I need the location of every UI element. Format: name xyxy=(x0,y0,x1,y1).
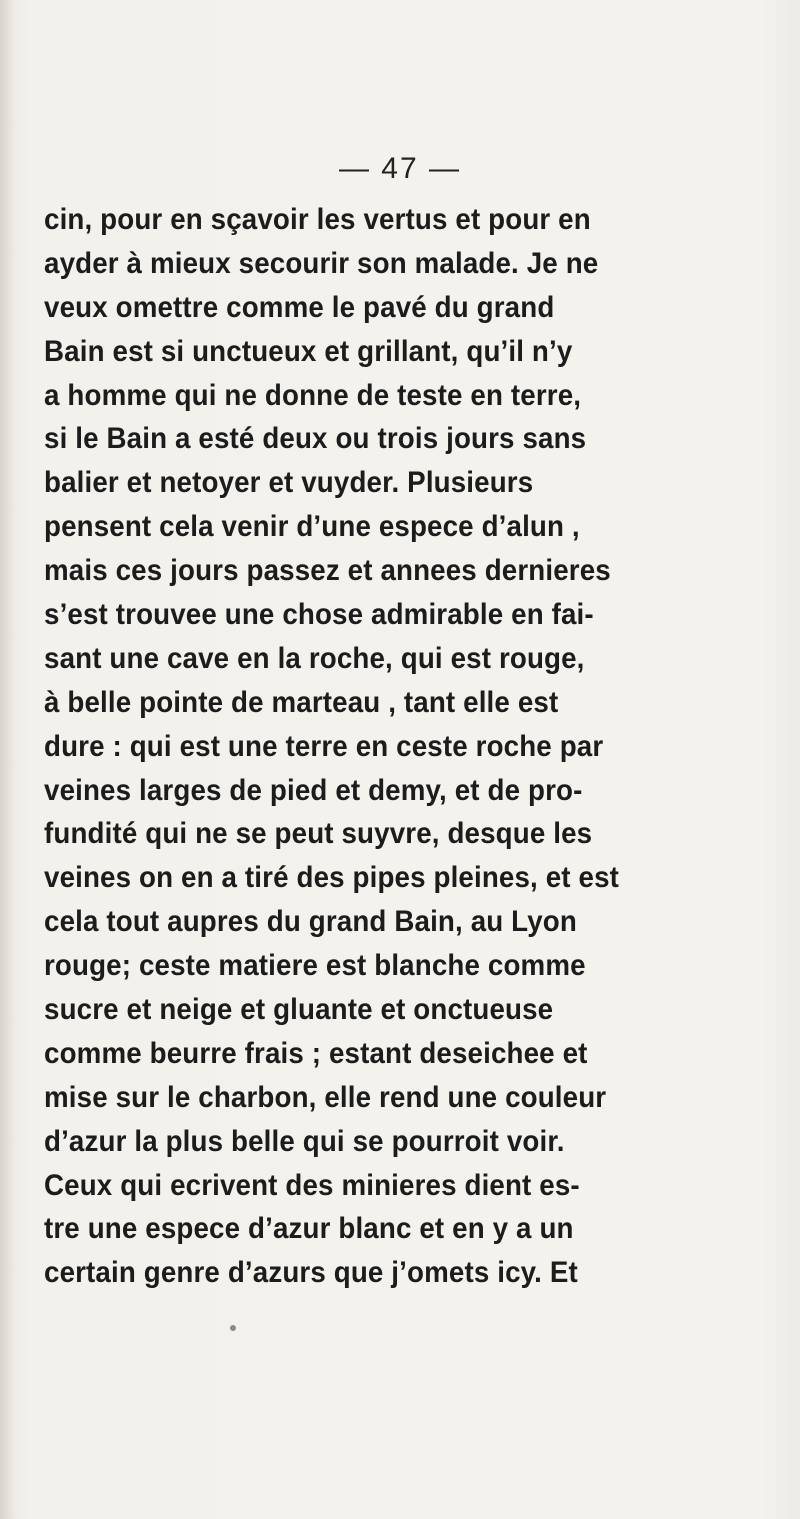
body-text xyxy=(44,198,764,1295)
text-line: Ceux qui ecrivent des minieres dient es- xyxy=(44,1168,580,1202)
text-line: cin, pour en sçavoir les vertus et pour en xyxy=(44,203,591,236)
page-gutter-shadow xyxy=(0,0,14,1519)
ink-speck xyxy=(230,1325,236,1331)
text-line: fundité qui ne se peut suyvre, desque les xyxy=(44,817,593,851)
text-line: sant une cave en la roche, qui est rouge, xyxy=(44,641,585,675)
text-line: comme beurre frais ; estant deseichee et xyxy=(44,1036,588,1070)
text-line: balier et netoyer et vuyder. Plusieurs xyxy=(44,466,534,500)
text-line: veux omettre comme le pavé du grand xyxy=(44,290,555,324)
text-line: a homme qui ne donne de teste en terre, xyxy=(44,378,582,412)
text-line: mise sur le charbon, elle rend une couleur xyxy=(44,1080,607,1114)
text-line: veines on en a tiré des pipes pleines, et est xyxy=(44,861,620,895)
text-line: rouge; ceste matiere est blanche comme xyxy=(44,949,586,983)
text-line: d’azur la plus belle qui se pourroit voir. xyxy=(44,1124,565,1158)
text-line: tre une espece d’azur blanc et en y a un xyxy=(44,1212,574,1246)
text-line: certain genre d’azurs que j’omets icy. Et xyxy=(44,1256,578,1290)
text-line: mais ces jours passez et annees dernieres xyxy=(44,554,611,588)
text-line: pensent cela venir d’une espece d’alun , xyxy=(44,510,580,544)
text-line: sucre et neige et gluante et onctueuse xyxy=(44,993,554,1027)
text-line: ayder à mieux secourir son malade. Je ne xyxy=(44,246,599,280)
page-number: — 47 — xyxy=(338,152,462,185)
text-line: cela tout aupres du grand Bain, au Lyon xyxy=(44,905,577,939)
text-line: s’est trouvee une chose admirable en fai- xyxy=(44,598,594,632)
text-line: à belle pointe de marteau , tant elle est xyxy=(44,685,559,719)
text-line: veines larges de pied et demy, et de pro- xyxy=(44,773,583,807)
text-line: dure : qui est une terre en ceste roche par xyxy=(44,729,604,763)
text-line: Bain est si unctueux et grillant, qu’il n’y xyxy=(44,334,573,368)
text-line: si le Bain a esté deux ou trois jours sans xyxy=(44,422,587,456)
